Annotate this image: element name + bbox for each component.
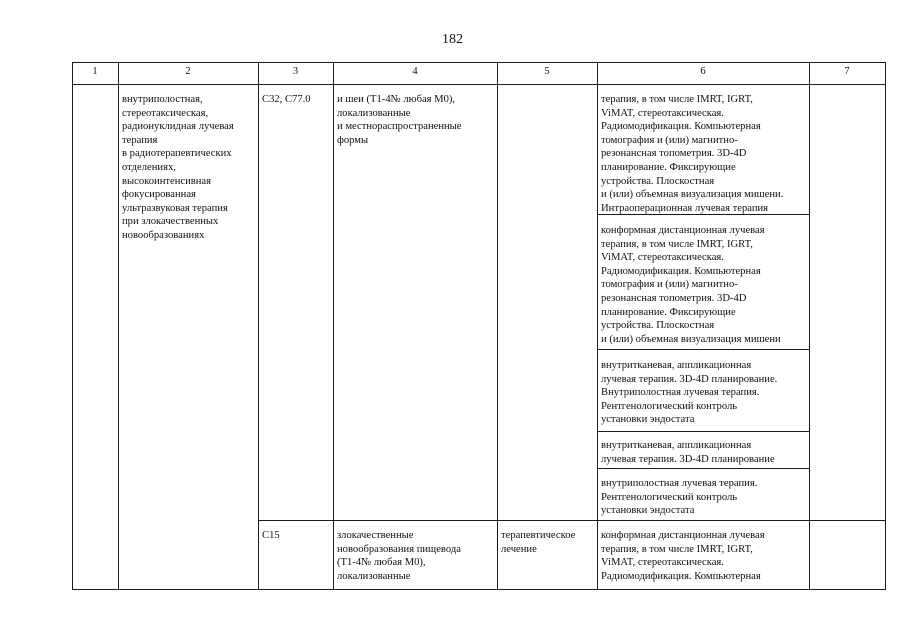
header-divider [72,84,886,85]
medical-table [72,62,886,590]
table-border-bottom [72,589,886,590]
row-divider [258,520,886,521]
column-divider [258,62,259,590]
column-divider [497,62,498,590]
column-header-6: 6 [700,66,706,77]
column-divider [809,62,810,590]
table-border-right [885,62,886,590]
column-header-5: 5 [544,66,550,77]
column-header-2: 2 [185,66,191,77]
patient-model: злокачественные новообразования пищевода (T1-4№ любая M0), локализованные [337,530,461,582]
column-divider [118,62,119,590]
treatment-method-subrow-5: внутриполостная лучевая терапия. Рентгенологический контроль установки эндостата [601,478,758,517]
column-header-1: 1 [92,66,98,77]
column-divider [333,62,334,590]
treatment-method-subrow-1: терапия, в том числе IMRT, IGRT, ViMAT, стереотаксическая. Радиомодификация. Компьютерная томография и (или) магнитно- резонансная топометрия. 3D-4D планирование. Фиксирующие устройства. Плоскостная и (или) объемная визуализация мишени. Интраоперационная лучевая терапия [601,94,784,214]
subrow-divider [597,468,809,469]
treatment-method: конформная дистанционная лучевая терапия, в том числе IMRT, IGRT, ViMAT, стереотаксическая. Радиомодификация. Компьютерная [601,530,765,582]
patient-model: и шеи (T1-4№ любая M0), локализованные и местнораспространенные формы [337,94,462,146]
subrow-divider [597,431,809,432]
column-header-7: 7 [844,66,850,77]
treatment-type: терапевтическое лечение [501,530,576,555]
icd-codes: C15 [262,530,280,541]
column-divider [597,62,598,590]
subrow-divider [597,349,809,350]
column-header-4: 4 [412,66,418,77]
treatment-method-subrow-4: внутритканевая, аппликационная лучевая терапия. 3D-4D планирование [601,440,775,465]
treatment-method-subrow-3: внутритканевая, аппликационная лучевая терапия. 3D-4D планирование. Внутриполостная лучевая терапия. Рентгенологический контроль установки эндостата [601,360,778,426]
treatment-method-description: внутриполостная, стереотаксическая, радионуклидная лучевая терапия в радиотерапевтических отделениях, высокоинтенсивная фокусированная ультразвуковая терапия при злокачественных новообразованиях [122,94,234,241]
icd-codes: C32, C77.0 [262,94,311,105]
table-border-top [72,62,886,63]
page-number: 182 [442,32,463,47]
column-header-3: 3 [292,66,299,77]
treatment-method-subrow-2: конформная дистанционная лучевая терапия, в том числе IMRT, IGRT, ViMAT, стереотаксическая. Радиомодификация. Компьютерная томография и (или) магнитно- резонансная топометрия. 3D-4D планирование. Фиксирующие устройства. Плоскостная и (или) объемная визуализация мишени [601,225,781,345]
table-border-left [72,62,73,590]
